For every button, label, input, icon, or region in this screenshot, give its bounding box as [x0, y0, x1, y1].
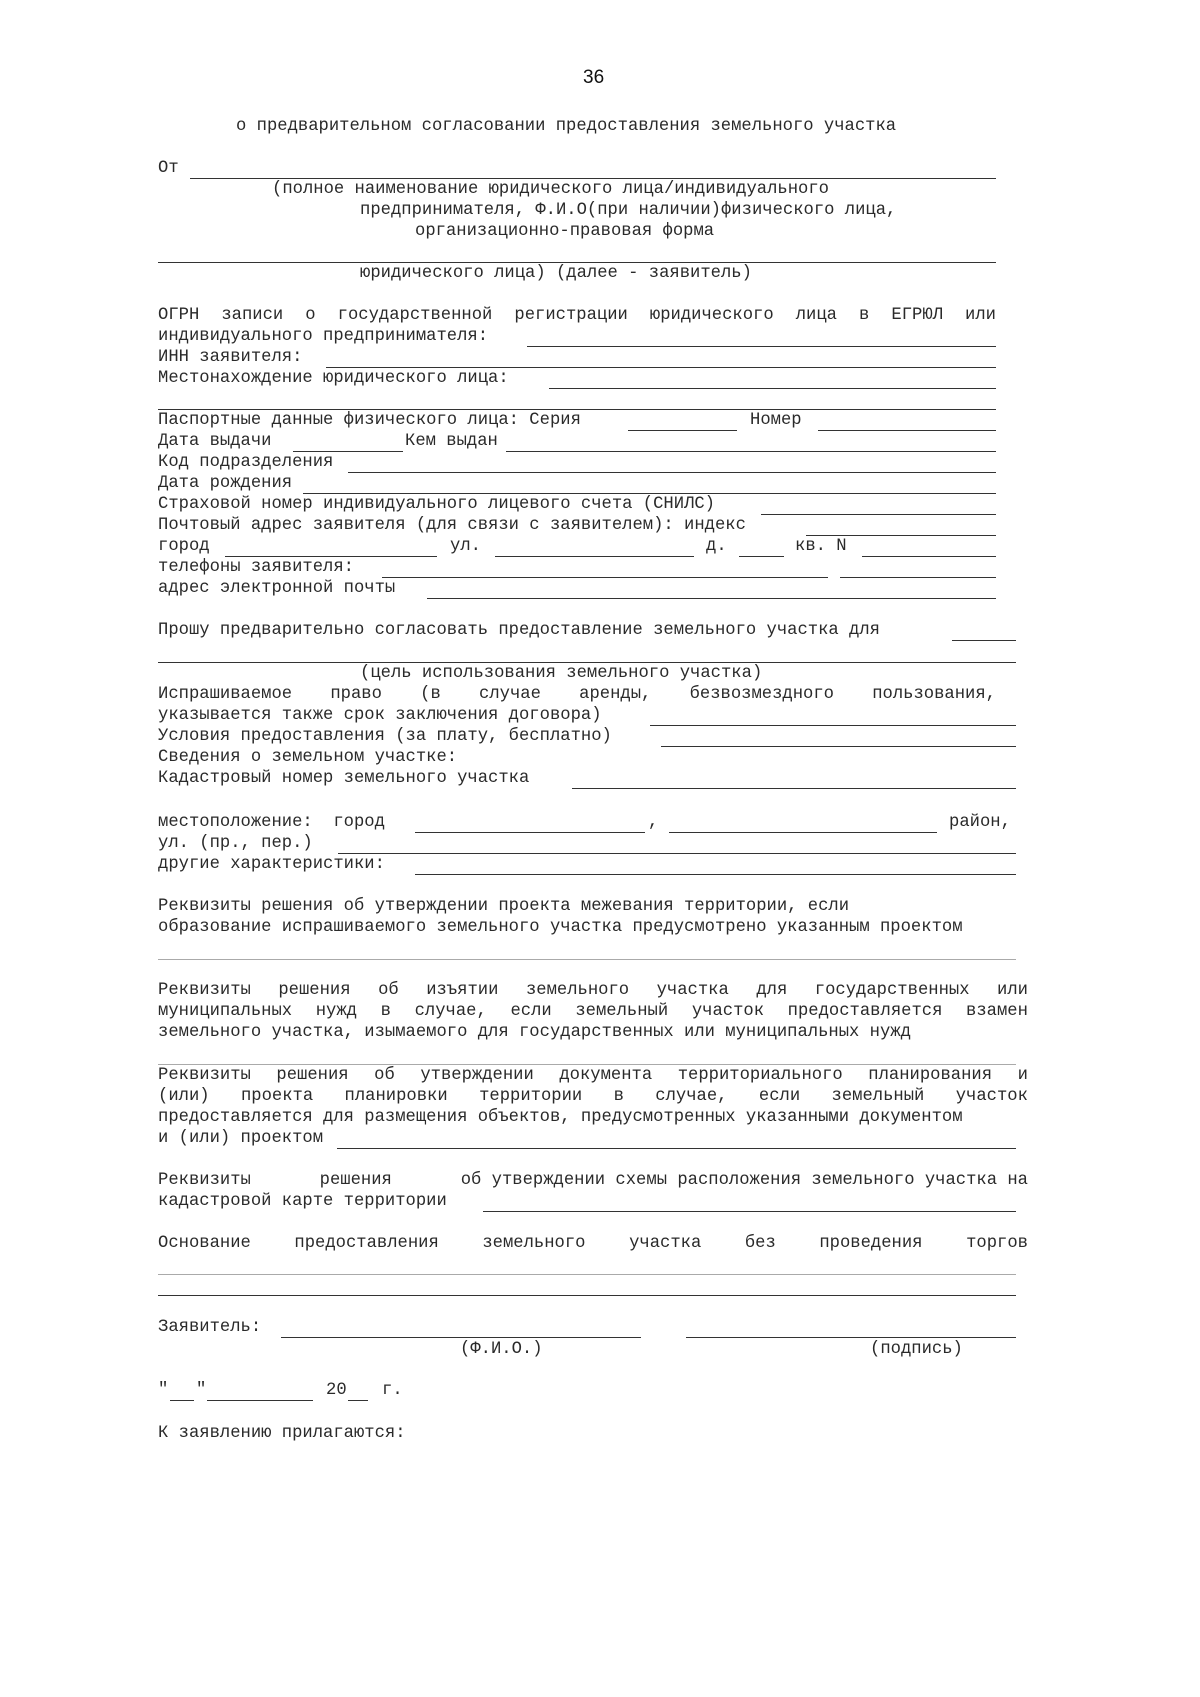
from-label: От [158, 159, 179, 178]
withdrawal-field-line[interactable] [158, 1064, 1016, 1065]
planning-line-3: предоставляется для размещения объектов, предусмотренных указанными документом [158, 1108, 963, 1127]
from-field-line[interactable] [190, 178, 996, 179]
snils-line[interactable] [761, 514, 996, 515]
from-caption-2: предпринимателя, Ф.И.О(при наличии)физического лица, [360, 201, 897, 220]
from-field-line-2[interactable] [158, 262, 996, 263]
passport-number-label: Номер [750, 411, 802, 430]
cadastral-line[interactable] [572, 788, 1016, 789]
from-caption-4: юридического лица) (далее - заявитель) [360, 264, 752, 283]
place-district-line[interactable] [669, 832, 937, 833]
unit-code-line[interactable] [348, 472, 996, 473]
form-heading: о предварительном согласовании предоставления земельного участка [236, 117, 897, 136]
birth-date-label: Дата рождения [158, 474, 293, 493]
ogrn-field-line[interactable] [527, 346, 996, 347]
sign-caption: (подпись) [870, 1340, 963, 1359]
from-caption-1: (полное наименование юридического лица/индивидуального [272, 180, 829, 199]
basis-line: Основание предоставления земельного участка без проведения торгов [158, 1234, 1028, 1253]
inn-label: ИНН заявителя: [158, 348, 303, 367]
date-open-quote: " [158, 1381, 169, 1400]
right-line-2: указывается также срок заключения договора) [158, 706, 602, 725]
passport-series-line[interactable] [628, 430, 737, 431]
planning-line-2: (или) проекта планировки территории в случае, если земельный участок [158, 1087, 1028, 1106]
scheme-field-line[interactable] [483, 1211, 1016, 1212]
house-label: д. [706, 537, 727, 556]
applicant-sign-line[interactable] [686, 1337, 1016, 1338]
withdrawal-line-2: муниципальных нужд в случае, если земельный участок предоставляется взамен [158, 1002, 1028, 1021]
place-district-label: район, [949, 813, 1011, 832]
scheme-line-1: Реквизиты решения об утверждении схемы расположения земельного участка на [158, 1171, 1028, 1190]
email-line[interactable] [427, 598, 996, 599]
request-text: Прошу предварительно согласовать предоставление земельного участка для [158, 621, 880, 640]
location-label: Местонахождение юридического лица: [158, 369, 509, 388]
date-year-line[interactable] [348, 1400, 368, 1401]
inn-field-line[interactable] [326, 367, 996, 368]
withdrawal-line-1: Реквизиты решения об изъятии земельного участка для государственных или [158, 981, 1028, 1000]
date-year-prefix: 20 [326, 1381, 347, 1400]
passport-label: Паспортные данные физического лица: Серия [158, 411, 581, 430]
passport-number-line[interactable] [818, 430, 996, 431]
place-street-line[interactable] [338, 853, 1016, 854]
page-number: 36 [583, 67, 605, 88]
purpose-line-short[interactable] [952, 640, 1016, 641]
apt-label: кв. N [795, 537, 847, 556]
place-label: местоположение: город [158, 813, 385, 832]
conditions-line[interactable] [661, 746, 1016, 747]
issue-date-label: Дата выдачи [158, 432, 272, 451]
issued-by-line[interactable] [506, 451, 996, 452]
postal-label: Почтовый адрес заявителя (для связи с заявителем): индекс [158, 516, 746, 535]
from-caption-3: организационно-правовая форма [415, 222, 715, 241]
applicant-label: Заявитель: [158, 1318, 262, 1337]
survey-line-1: Реквизиты решения об утверждении проекта межевания территории, если [158, 897, 850, 916]
street-line[interactable] [495, 556, 694, 557]
ogrn-line-1: ОГРН записи о государственной регистрации юридического лица в ЕГРЮЛ или [158, 306, 996, 325]
survey-line-2: образование испрашиваемого земельного участка предусмотрено указанным проектом [158, 918, 963, 937]
purpose-caption: (цель использования земельного участка) [360, 664, 763, 683]
postal-index-line[interactable] [806, 535, 996, 536]
date-day-line[interactable] [170, 1400, 194, 1401]
place-city-line[interactable] [415, 832, 645, 833]
date-year-suffix: г. [382, 1381, 403, 1400]
place-street-label: ул. (пр., пер.) [158, 834, 313, 853]
date-close-quote: " [196, 1381, 207, 1400]
withdrawal-line-3: земельного участка, изымаемого для государственных или муниципальных нужд [158, 1023, 911, 1042]
issue-date-line[interactable] [293, 451, 403, 452]
survey-field-line[interactable] [158, 959, 1016, 960]
street-label: ул. [450, 537, 481, 556]
phones-label: телефоны заявителя: [158, 558, 354, 577]
place-comma: , [648, 813, 659, 832]
city-line[interactable] [225, 556, 437, 557]
right-field-line[interactable] [650, 725, 1016, 726]
city-label: город [158, 537, 210, 556]
location-field-line-2[interactable] [158, 409, 996, 410]
basis-field-line-2[interactable] [158, 1295, 1016, 1296]
purpose-line[interactable] [158, 662, 1016, 663]
planning-line-4: и (или) проектом [158, 1129, 324, 1148]
unit-code-label: Код подразделения [158, 453, 334, 472]
right-line-1: Испрашиваемое право (в случае аренды, безвозмездного пользования, [158, 685, 996, 704]
basis-field-line-1[interactable] [158, 1274, 1016, 1275]
birth-date-line[interactable] [303, 493, 996, 494]
place-other-line[interactable] [415, 874, 1016, 875]
issued-by-label: Кем выдан [405, 432, 498, 451]
planning-line-1: Реквизиты решения об утверждении документа территориального планирования и [158, 1066, 1028, 1085]
ogrn-line-2: индивидуального предпринимателя: [158, 327, 489, 346]
conditions-label: Условия предоставления (за плату, бесплатно) [158, 727, 612, 746]
planning-field-line[interactable] [337, 1148, 1016, 1149]
location-field-line[interactable] [549, 388, 996, 389]
phone-1-line[interactable] [382, 577, 828, 578]
snils-label: Страховой номер индивидуального лицевого счета (СНИЛС) [158, 495, 715, 514]
email-label: адрес электронной почты [158, 579, 396, 598]
scheme-line-2: кадастровой карте территории [158, 1192, 447, 1211]
land-info-label: Сведения о земельном участке: [158, 748, 458, 767]
applicant-fio-line[interactable] [281, 1337, 641, 1338]
cadastral-label: Кадастровый номер земельного участка [158, 769, 530, 788]
date-month-line[interactable] [207, 1400, 313, 1401]
place-other-label: другие характеристики: [158, 855, 385, 874]
phone-2-line[interactable] [840, 577, 996, 578]
house-line[interactable] [739, 556, 784, 557]
fio-caption: (Ф.И.О.) [460, 1340, 543, 1359]
apt-line[interactable] [862, 556, 996, 557]
attachments-label: К заявлению прилагаются: [158, 1424, 406, 1443]
